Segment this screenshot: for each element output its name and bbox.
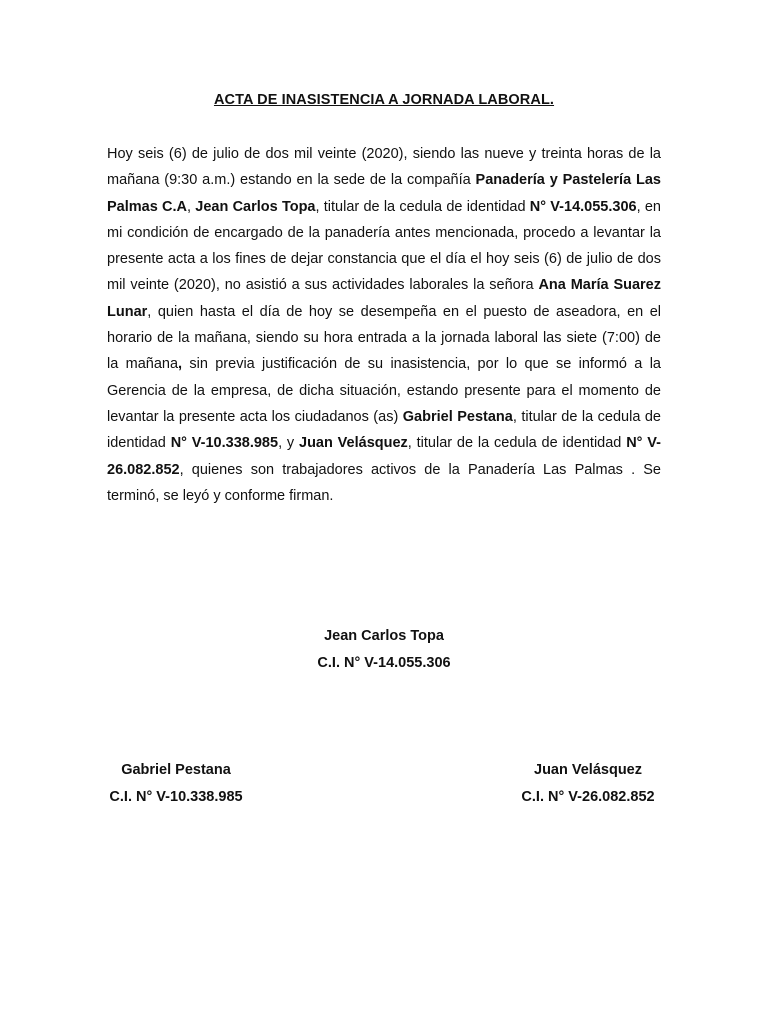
signature-block-main [234,623,534,676]
signature-block-left [56,757,296,810]
signature-block-right [468,757,708,810]
signature-name: Juan Velásquez [534,762,642,778]
signature-id: C.I. N° V-26.082.852 [521,788,655,805]
body-text-segment: , y [278,435,299,452]
manager-name: Jean Carlos Topa [195,198,316,215]
body-text-segment: , quienes son trabajadores activos de la Panadería Las Palmas . Se terminó, se leyó y conforme firman. [107,461,661,504]
signature-name: Gabriel Pestana [121,762,231,778]
document-title: ACTA DE INASISTENCIA A JORNADA LABORAL. [213,92,555,108]
witness-2-id: N° V-26.082.852 [107,435,661,478]
signature-id: C.I. N° V-10.338.985 [109,788,243,805]
witness-2-name: Juan Velásquez [299,435,408,452]
document-body [107,141,661,509]
body-text-segment: , titular de la cedula de identidad [107,408,661,452]
body-text-segment: , [187,198,196,215]
body-text-segment: Hoy seis (6) de julio de dos mil veinte (2020), siendo las nueve y treinta horas de la mañana (9:30 a.m.) estando en la sede de la compañía [107,146,661,189]
body-text-segment: sin previa justificación de su inasistencia, por lo que se informó a la Gerencia de la empresa, de dicha situación, estando presente para el momento de levantar la presente acta los ciudadanos (as) [107,356,661,425]
manager-id: N° V-14.055.306 [529,198,637,215]
signature-name: Jean Carlos Topa [324,628,444,644]
body-text-segment: , titular de la cedula de identidad [315,198,530,215]
signature-id: C.I. N° V-14.055.306 [317,654,451,671]
witness-1-id: N° V-10.338.985 [170,435,279,452]
body-text-segment: , en mi condición de encargado de la panadería antes mencionada, procedo a levantar la presente acta a los fines de dejar constancia que el día el hoy seis (6) de julio de dos mil veinte (2020), no asistió a sus actividades laborales la señora [107,198,661,294]
body-text-segment: , quien hasta el día de hoy se desempeña en el puesto de aseadora, en el horario de la mañana, siendo su hora entrada a la jornada laboral las siete (7:00) de la mañana [107,303,661,373]
employee-name: Ana María Suarez Lunar [107,277,661,320]
witness-1-name: Gabriel Pestana [402,408,513,425]
bold-comma: , [178,356,183,373]
body-text-segment: , titular de la cedula de identidad [407,435,627,452]
company-name: Panadería y Pastelería Las Palmas C.A [107,172,661,215]
